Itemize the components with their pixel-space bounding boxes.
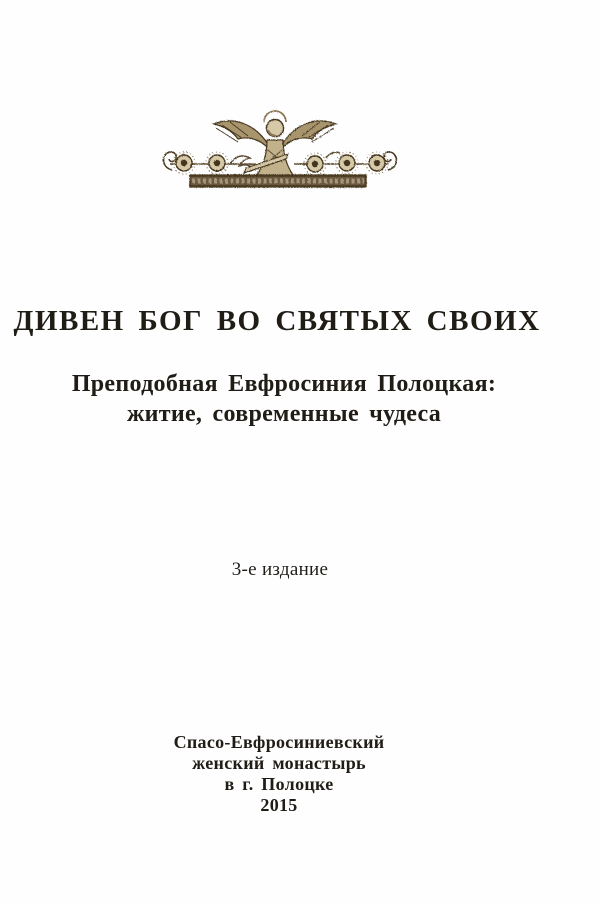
page-subtitle <box>0 369 584 429</box>
ornament-rosettes-left <box>173 152 253 174</box>
cherub-headpiece-ornament <box>160 108 400 198</box>
imprint-year: 2015 <box>260 795 298 815</box>
edition-note: 3-е издание <box>231 559 329 580</box>
ornament-band <box>190 175 366 187</box>
publisher-imprint <box>0 732 579 816</box>
ornament-right-curl <box>384 152 397 170</box>
subtitle-line-2: житие, современные чудеса <box>126 401 442 427</box>
subtitle-line-1: Преподобная Евфросиния Полоцкая: <box>71 371 497 397</box>
imprint-line-2: женский монастырь <box>192 753 366 773</box>
imprint-line-3: в г. Полоцке <box>224 774 334 794</box>
imprint-line-1: Спасо-Евфросиниевский <box>173 732 385 752</box>
ornament-graphic <box>164 111 397 187</box>
page-title: ДИВЕН БОГ ВО СВЯТЫХ СВОИХ <box>13 305 541 337</box>
ornament-rosettes-right <box>304 152 388 175</box>
ornament-left-curl <box>164 152 177 170</box>
